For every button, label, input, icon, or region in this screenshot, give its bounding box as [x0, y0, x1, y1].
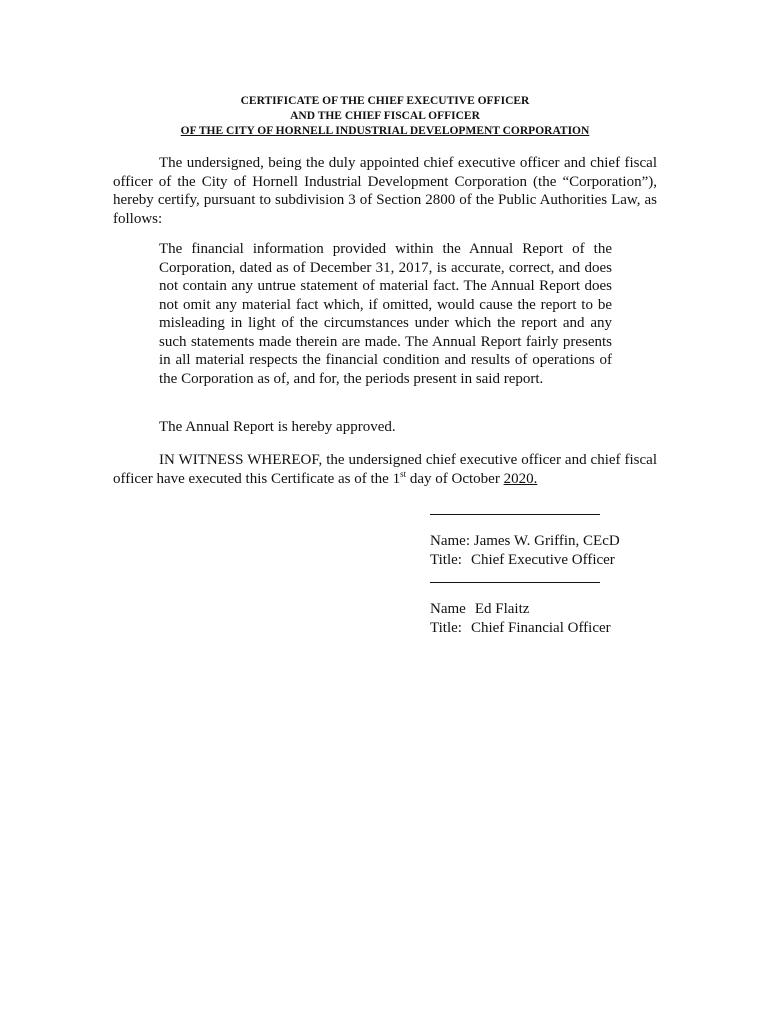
certificate-heading-line-3: OF THE CITY OF HORNELL INDUSTRIAL DEVELOPMENT CORPORATION	[180, 125, 590, 137]
certificate-heading-line-2: AND THE CHIEF FISCAL OFFICER	[290, 110, 480, 122]
signer-name: James W. Griffin, CEcD	[473, 533, 620, 549]
signer-name-row	[430, 600, 611, 619]
ordinal-suffix: st	[400, 468, 407, 479]
title-label: Title:	[430, 619, 462, 636]
signer-title-row	[430, 551, 620, 570]
signer-title: Chief Executive Officer	[470, 551, 615, 568]
approval-statement: The Annual Report is hereby approved.	[159, 419, 396, 435]
signer-name: Ed Flaitz	[474, 601, 530, 617]
signer-title: Chief Financial Officer	[470, 619, 611, 636]
signer-title-row	[430, 619, 611, 638]
intro-paragraph: The undersigned, being the duly appointed chief executive officer and chief fiscal officer of the City of Hornell Industrial Development Corporation (the “Corporation”), hereby certify, pursuant to subdivision 3 of Section 2800 of the Public Authorities Law, as follows:	[113, 155, 657, 227]
name-label: Name:	[430, 533, 470, 549]
certificate-heading-line-1: CERTIFICATE OF THE CHIEF EXECUTIVE OFFICER	[240, 95, 530, 107]
witness-paragraph	[113, 451, 657, 488]
signature-block-ceo	[430, 514, 620, 569]
witness-text: IN WITNESS WHEREOF, the undersigned chief executive officer and chief fiscal officer have executed this Certificate as of the 1	[113, 452, 657, 487]
witness-text-middle: day of October	[406, 470, 504, 487]
certification-paragraph: The financial information provided within the Annual Report of the Corporation, dated as of December 31, 2017, is accurate, correct, and does not contain any untrue statement of material fact. The Annual Report does not omit any material fact which, if omitted, would cause the report to be misleading in light of the circumstances under which the report and any such statements made therein are made. The Annual Report fairly presents in all material respects the financial condition and results of operations of the Corporation as of, and for, the periods present in said report.	[159, 241, 612, 387]
signature-block-cfo	[430, 582, 611, 637]
signer-name-row	[430, 532, 620, 551]
title-label: Title:	[430, 551, 462, 568]
witness-year: 2020.	[503, 470, 538, 487]
name-label: Name	[430, 601, 466, 617]
